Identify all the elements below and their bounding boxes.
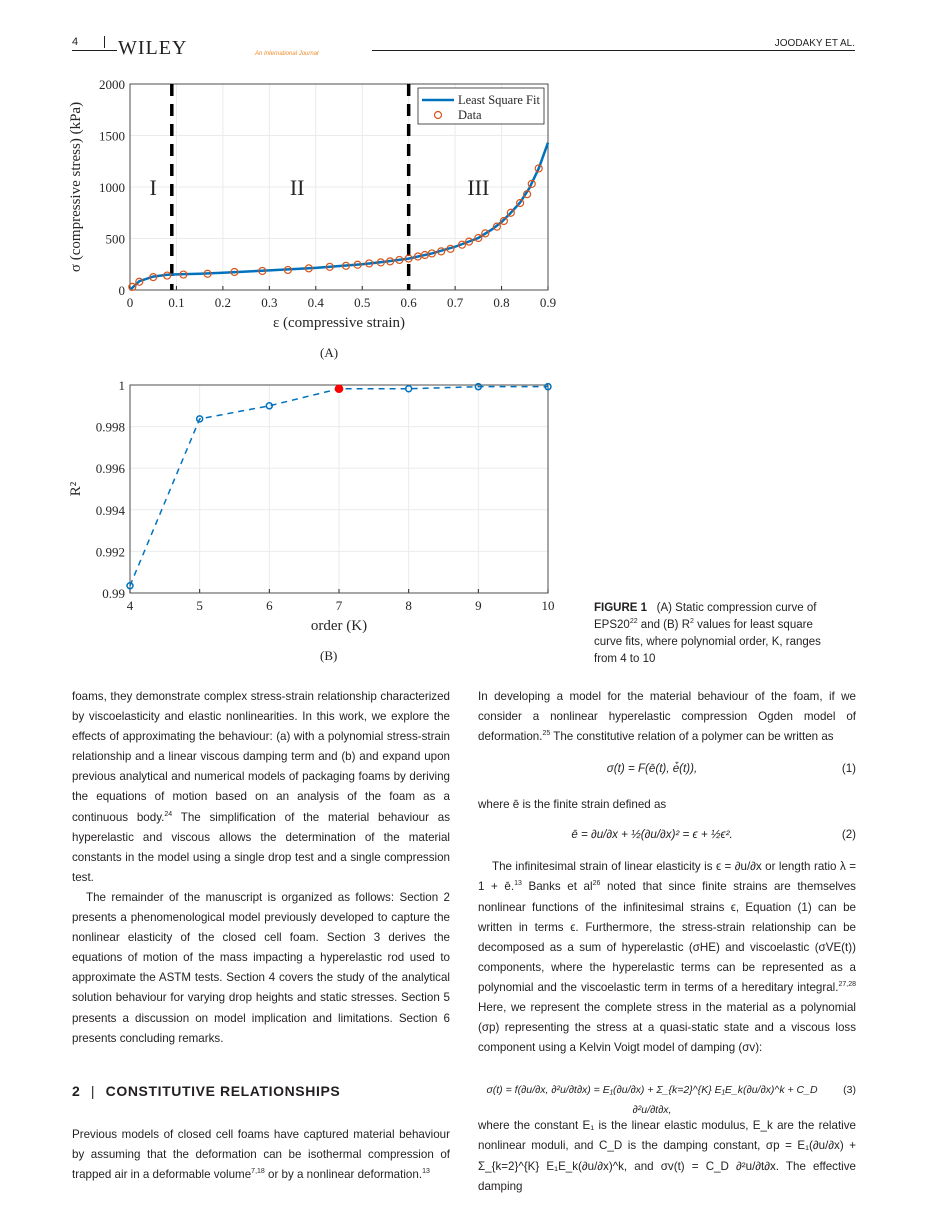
equation-body: σ(t) = f(∂u/∂x, ∂²u/∂t∂x) = E₁(∂u/∂x) + Σ_{k=2}^{K} E₁E_k(∂u/∂x)^k + C_D ∂²u/∂t∂x, — [486, 1084, 818, 1117]
text: Previous models of closed cell foams have captured material behaviour by assuming that the deformation can be isothermal compression of trapped air in a deformable volume — [72, 1127, 450, 1181]
x-tick-label: 6 — [266, 598, 273, 613]
y-tick-label: 1500 — [99, 128, 125, 144]
paragraph — [478, 687, 856, 747]
x-tick-label: 10 — [541, 598, 555, 613]
x-tick-label: 0.6 — [400, 295, 417, 310]
text: Here, we represent the complete stress in the material as a polynomial (σp) representing the stress at a quasi-static state and a viscous loss component using a Kelvin Voigt model of damping (σv): — [478, 1001, 856, 1055]
running-head-authors: JOODAKY ET AL. — [774, 38, 855, 49]
paragraph — [72, 1125, 450, 1185]
y-tick-label: 500 — [105, 231, 125, 247]
caption-text: values for least square curve fits, where polynomial order, K, ranges from 4 to 10 — [594, 619, 821, 665]
citation: 22 — [629, 618, 638, 626]
panel-b-label: (B) — [320, 648, 338, 663]
region-label: II — [289, 175, 305, 200]
x-tick-label: 0.9 — [539, 295, 557, 310]
equation-body: ē = ∂u/∂x + ½(∂u/∂x)² = ϵ + ½ϵ². — [571, 828, 733, 842]
header-rule — [372, 50, 855, 51]
y-tick-label: 0.998 — [95, 419, 125, 435]
equation-2 — [478, 825, 856, 849]
x-tick-label: 0.1 — [168, 295, 185, 310]
caption-text: and (B) R — [637, 619, 691, 631]
caption-label: FIGURE 1 — [594, 602, 648, 614]
y-tick-label: 0.99 — [102, 586, 125, 601]
highlight-point — [335, 385, 343, 393]
x-tick-label: 0 — [126, 295, 134, 310]
caption-text: (A) Static compression curve of EPS20 — [594, 602, 817, 631]
y-tick-label: 1000 — [99, 180, 125, 195]
y-tick-label: 0.996 — [95, 461, 125, 477]
legend-label: Data — [458, 108, 482, 122]
text: The constitutive relation of a polymer can be written as — [550, 730, 834, 744]
equation-3 — [478, 1072, 856, 1117]
text: or by a nonlinear deformation. — [264, 1167, 423, 1181]
header-divider — [104, 36, 105, 48]
chart-b-r-squared — [68, 378, 555, 634]
x-axis-label: ε (compressive strain) — [272, 315, 406, 331]
y-tick-label: 0.992 — [95, 544, 125, 560]
x-tick-label: 0.5 — [354, 295, 371, 310]
page-number: 4 — [72, 36, 79, 48]
x-tick-label: 0.4 — [307, 295, 324, 310]
equation-number: (2) — [841, 828, 856, 842]
paragraph: where the constant E₁ is the linear elastic modulus, E_k are the relative nonlinear moduli, and C_D is the damping constant, σp = E₁(∂u/∂x) + Σ_{k=2}^{K} E₁E_k(∂u/∂x)^k, and σv(t) = C_D ∂²u/∂t∂x. The effective damping — [478, 1119, 856, 1193]
text: Banks et al — [521, 880, 593, 894]
chart-a-stress-strain — [68, 77, 556, 331]
paragraph — [478, 857, 856, 1058]
y-tick-label: 1 — [118, 378, 125, 393]
region-label: I — [149, 175, 157, 200]
text: foams, they demonstrate complex stress-strain relationship characterized by viscoelasticity and elastic nonlinearities. In this work, we explore the effects of approximating the behaviour: (a) with a polynomial stress-strain relationship and a linear viscous damping term and (b) and expand upon previous analytical and numerical models of packaging foams by deriving the equations of motion based on an analysis of the foam as a continuous body. — [72, 690, 450, 824]
citation: 13 — [422, 1168, 430, 1176]
x-tick-label: 0.8 — [493, 295, 510, 310]
publisher-logo: WILEY — [118, 37, 188, 59]
paragraph: The remainder of the manuscript is organized as follows: Section 2 presents a phenomenological model previously developed to capture the nonlinear elasticity of the closed cell foam. Section 3 derives the equations of motion of the mass impacting a hyperelastic rod used to approximate the ASTM tests. Section 4 covers the study of the analytical solution behaviour for varying drop heights and static stresses. Section 5 presents a discussion on model implication and limitations. Section 6 presents concluding remarks. — [72, 890, 450, 1045]
section-number: 2 — [72, 1082, 81, 1099]
x-tick-label: 0.3 — [261, 295, 278, 310]
equation-body: σ(t) = F(ē(t), ė̄(t)), — [606, 762, 698, 776]
x-tick-label: 5 — [196, 598, 203, 613]
right-column — [478, 687, 856, 1197]
y-tick-label: 2000 — [99, 77, 125, 92]
section-title: CONSTITUTIVE RELATIONSHIPS — [105, 1082, 341, 1099]
citation: 25 — [542, 730, 551, 738]
left-column — [72, 687, 450, 1185]
citation: 26 — [592, 880, 601, 888]
citation: 24 — [164, 810, 173, 818]
region-label: III — [467, 175, 490, 200]
equation-number: (3) — [843, 1084, 856, 1097]
x-tick-label: 7 — [335, 598, 343, 613]
journal-tagline: An International Journal — [255, 51, 319, 57]
y-tick-label: 0.994 — [95, 502, 125, 518]
header-rule — [72, 50, 117, 51]
panel-a-label: (A) — [320, 345, 339, 360]
equation-1 — [478, 759, 856, 783]
x-tick-label: 8 — [405, 598, 412, 613]
x-tick-label: 4 — [126, 598, 134, 613]
y-axis-label: R² — [68, 481, 84, 497]
citation: 7,18 — [251, 1168, 265, 1176]
citation: 27,28 — [838, 981, 856, 989]
text: In developing a model for the material behaviour of the foam, if we consider a nonlinear hyperelastic compression Ogden model of deformation. — [478, 690, 856, 744]
legend-label: Least Square Fit — [458, 93, 540, 107]
equation-number: (1) — [841, 762, 856, 776]
x-tick-label: 0.2 — [214, 295, 232, 310]
caption-sup: 2 — [690, 618, 694, 626]
x-tick-label: 9 — [475, 598, 482, 613]
figure-1 — [0, 60, 590, 634]
section-heading: 2 | CONSTITUTIVE RELATIONSHIPS — [72, 1082, 341, 1099]
figure-caption — [594, 600, 844, 668]
x-tick-label: 0.7 — [446, 295, 464, 310]
paragraph: where ē is the finite strain defined as — [478, 798, 667, 812]
x-axis-label: order (K) — [310, 618, 368, 634]
paragraph — [72, 687, 450, 888]
y-tick-label: 0 — [118, 283, 125, 298]
y-axis-label: σ (compressive stress) (kPa) — [68, 101, 84, 273]
citation: 13 — [514, 880, 522, 888]
text: The simplification of the material behaviour as hyperelastic and viscous allows the determination of the material constants in the model using a single drop test and a single compression test. — [72, 810, 450, 884]
text: The infinitesimal strain of linear elasticity is ϵ = ∂u/∂x or length ratio λ = 1 + ē. — [478, 860, 856, 894]
fit-line — [130, 143, 548, 290]
text: noted that since finite strains are themselves nonlinear functions of the infinitesimal strains ϵ, Equation (1) can be written in terms ϵ. Furthermore, the stress-strain relationship can be decomposed as a sum of hyperelastic (σHE) and viscoelastic (σVE(t)) components, where the hyperelastic terms can be represented as a polynomial and the viscoelastic term in terms of a hereditary integral. — [478, 880, 856, 994]
